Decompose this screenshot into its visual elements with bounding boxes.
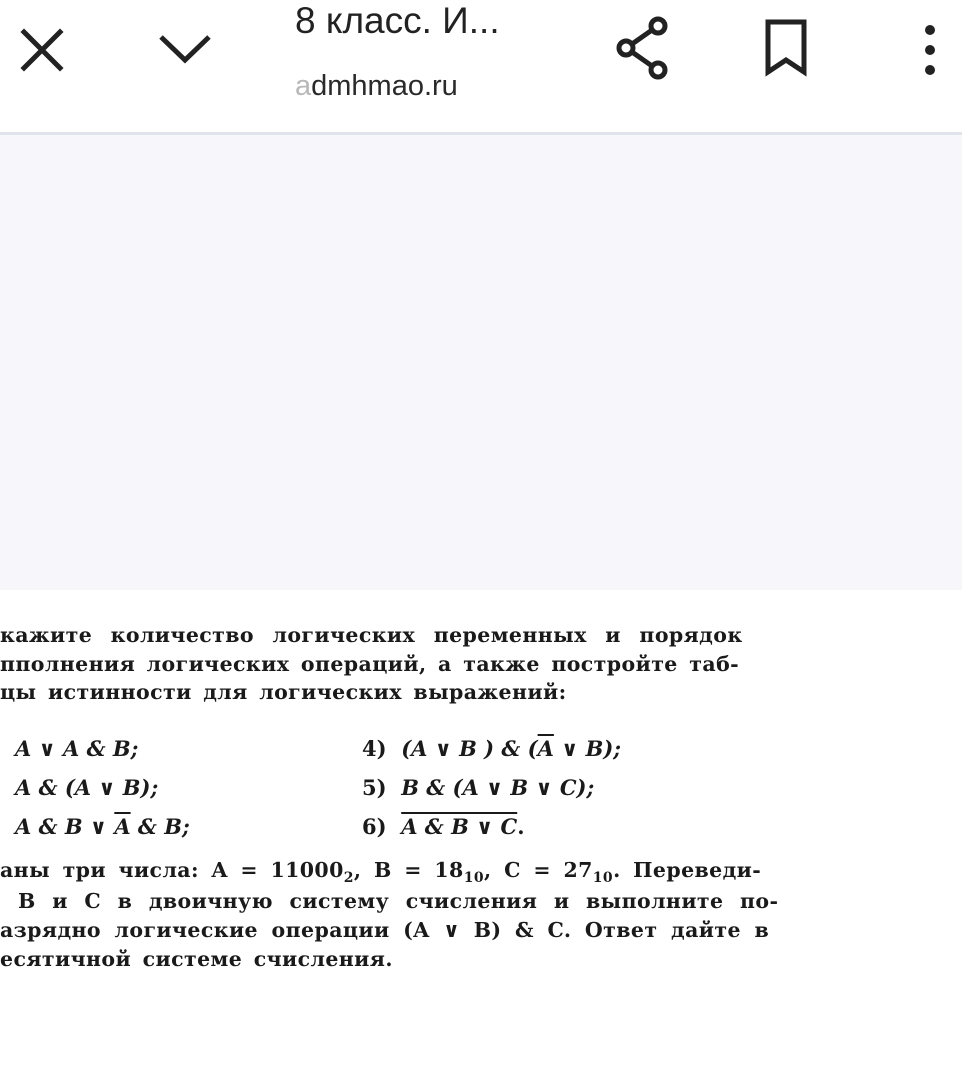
- document-image: [0, 590, 962, 1087]
- task1-line-2: пполнения логических операций, а также постройте таб-: [0, 652, 740, 676]
- task2-line-1: аны три числа: $A = 11000_2$, $B = 18_{10}$, $C = 27_{10}$. Переведи-: [0, 858, 762, 886]
- task1-line-1: кажите количество логических переменных и порядок: [0, 623, 743, 647]
- expression-5: 5) B & (A ∨ B ∨ C);: [362, 775, 595, 800]
- close-button[interactable]: [12, 20, 72, 80]
- expression-1: A ∨ A & B;: [15, 736, 139, 761]
- image-placeholder: [0, 135, 962, 590]
- page-title-block[interactable]: [295, 0, 595, 120]
- page-title: 8 класс. И...: [295, 0, 500, 41]
- close-icon: [18, 26, 66, 74]
- more-options-button[interactable]: [908, 14, 952, 82]
- chevron-down-icon: [156, 30, 214, 66]
- bookmark-button[interactable]: [756, 14, 816, 82]
- task2-line-2: B и C в двоичную систему счисления и выполните по-: [18, 889, 779, 913]
- expression-2: A & (A ∨ B);: [15, 775, 159, 800]
- share-button[interactable]: [608, 14, 676, 82]
- task1-line-3: цы истинности для логических выражений:: [0, 680, 567, 704]
- expression-4: 4) (A ∨ B ) & ($\overline{A}$ ∨ B);: [362, 736, 622, 761]
- expression-3: A & B ∨ $\overline{A}$ & B;: [15, 814, 190, 839]
- task2-line-4: есятичной системе счисления.: [0, 947, 393, 971]
- task2-line-3: азрядно логические операции (A ∨ B) & C. Ответ дайте в: [0, 918, 770, 942]
- more-vert-icon: [920, 18, 940, 78]
- expression-6: 6) A & B ∨ C.: [362, 814, 525, 839]
- share-icon: [612, 16, 672, 80]
- bookmark-icon: [763, 18, 809, 78]
- browser-toolbar: [0, 0, 962, 135]
- page-domain: admhmao.ru: [295, 70, 458, 102]
- collapse-button[interactable]: [152, 18, 218, 78]
